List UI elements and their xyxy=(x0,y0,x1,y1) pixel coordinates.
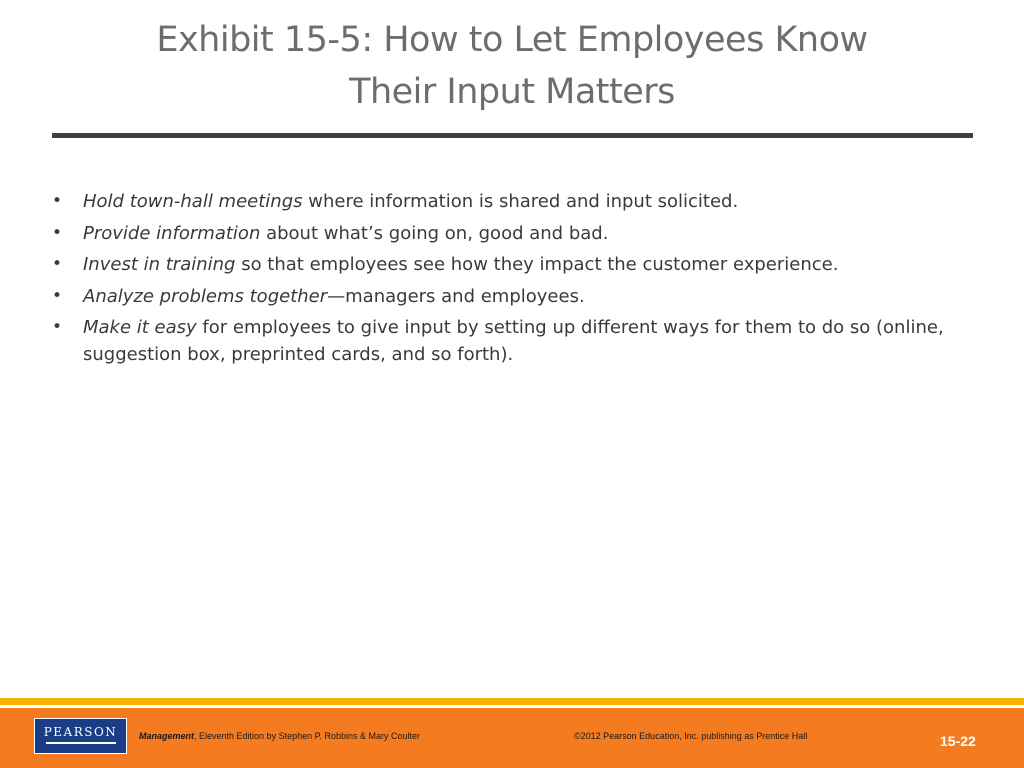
bullet-marker: • xyxy=(51,317,63,337)
bullet-text: so that employees see how they impact the customer experience. xyxy=(235,254,839,275)
page-number: 15-22 xyxy=(940,733,976,749)
bullet-item-invest-training xyxy=(50,251,950,278)
bullet-text: for employees to give input by setting up different ways for them to do so (online, suggestion box, preprinted cards, and so forth). xyxy=(83,317,944,365)
bullet-marker: • xyxy=(51,191,63,211)
bullet-item-town-hall xyxy=(50,188,950,215)
bullet-marker: • xyxy=(51,285,63,306)
bullet-marker: • xyxy=(51,254,63,274)
pearson-logo xyxy=(34,718,127,754)
logo-underline xyxy=(46,742,116,744)
footer-accent-strip xyxy=(0,698,1024,705)
bullet-text: where information is shared and input solicited. xyxy=(302,191,739,212)
bullet-text: —managers and employees. xyxy=(327,285,585,307)
footer-citation xyxy=(139,731,420,741)
bullet-emphasis: Provide information xyxy=(83,222,261,244)
book-title: Management xyxy=(139,731,195,741)
bullet-emphasis: Hold town-hall meetings xyxy=(83,191,303,212)
footer-copyright: ©2012 Pearson Education, Inc. publishing as Prentice Hall xyxy=(574,731,808,741)
slide-title-line-1: Exhibit 15-5: How to Let Employees Know xyxy=(156,20,868,60)
bullet-emphasis: Make it easy xyxy=(83,317,197,338)
slide-title xyxy=(52,14,972,118)
bullet-text: about what’s going on, good and bad. xyxy=(260,222,609,244)
book-details: , Eleventh Edition by Stephen P. Robbins & Mary Coulter xyxy=(194,731,420,741)
bullet-marker: • xyxy=(51,222,63,243)
bullet-item-make-it-easy xyxy=(50,314,950,368)
bullet-emphasis: Invest in training xyxy=(83,254,236,275)
pearson-logo-text: PEARSON xyxy=(43,725,118,739)
bullet-list xyxy=(50,188,950,373)
bullet-item-provide-information xyxy=(50,220,950,247)
bullet-item-analyze-problems xyxy=(50,283,950,310)
slide-title-line-2: Their Input Matters xyxy=(349,72,675,112)
bullet-emphasis: Analyze problems together xyxy=(83,285,328,307)
title-divider xyxy=(52,133,973,138)
